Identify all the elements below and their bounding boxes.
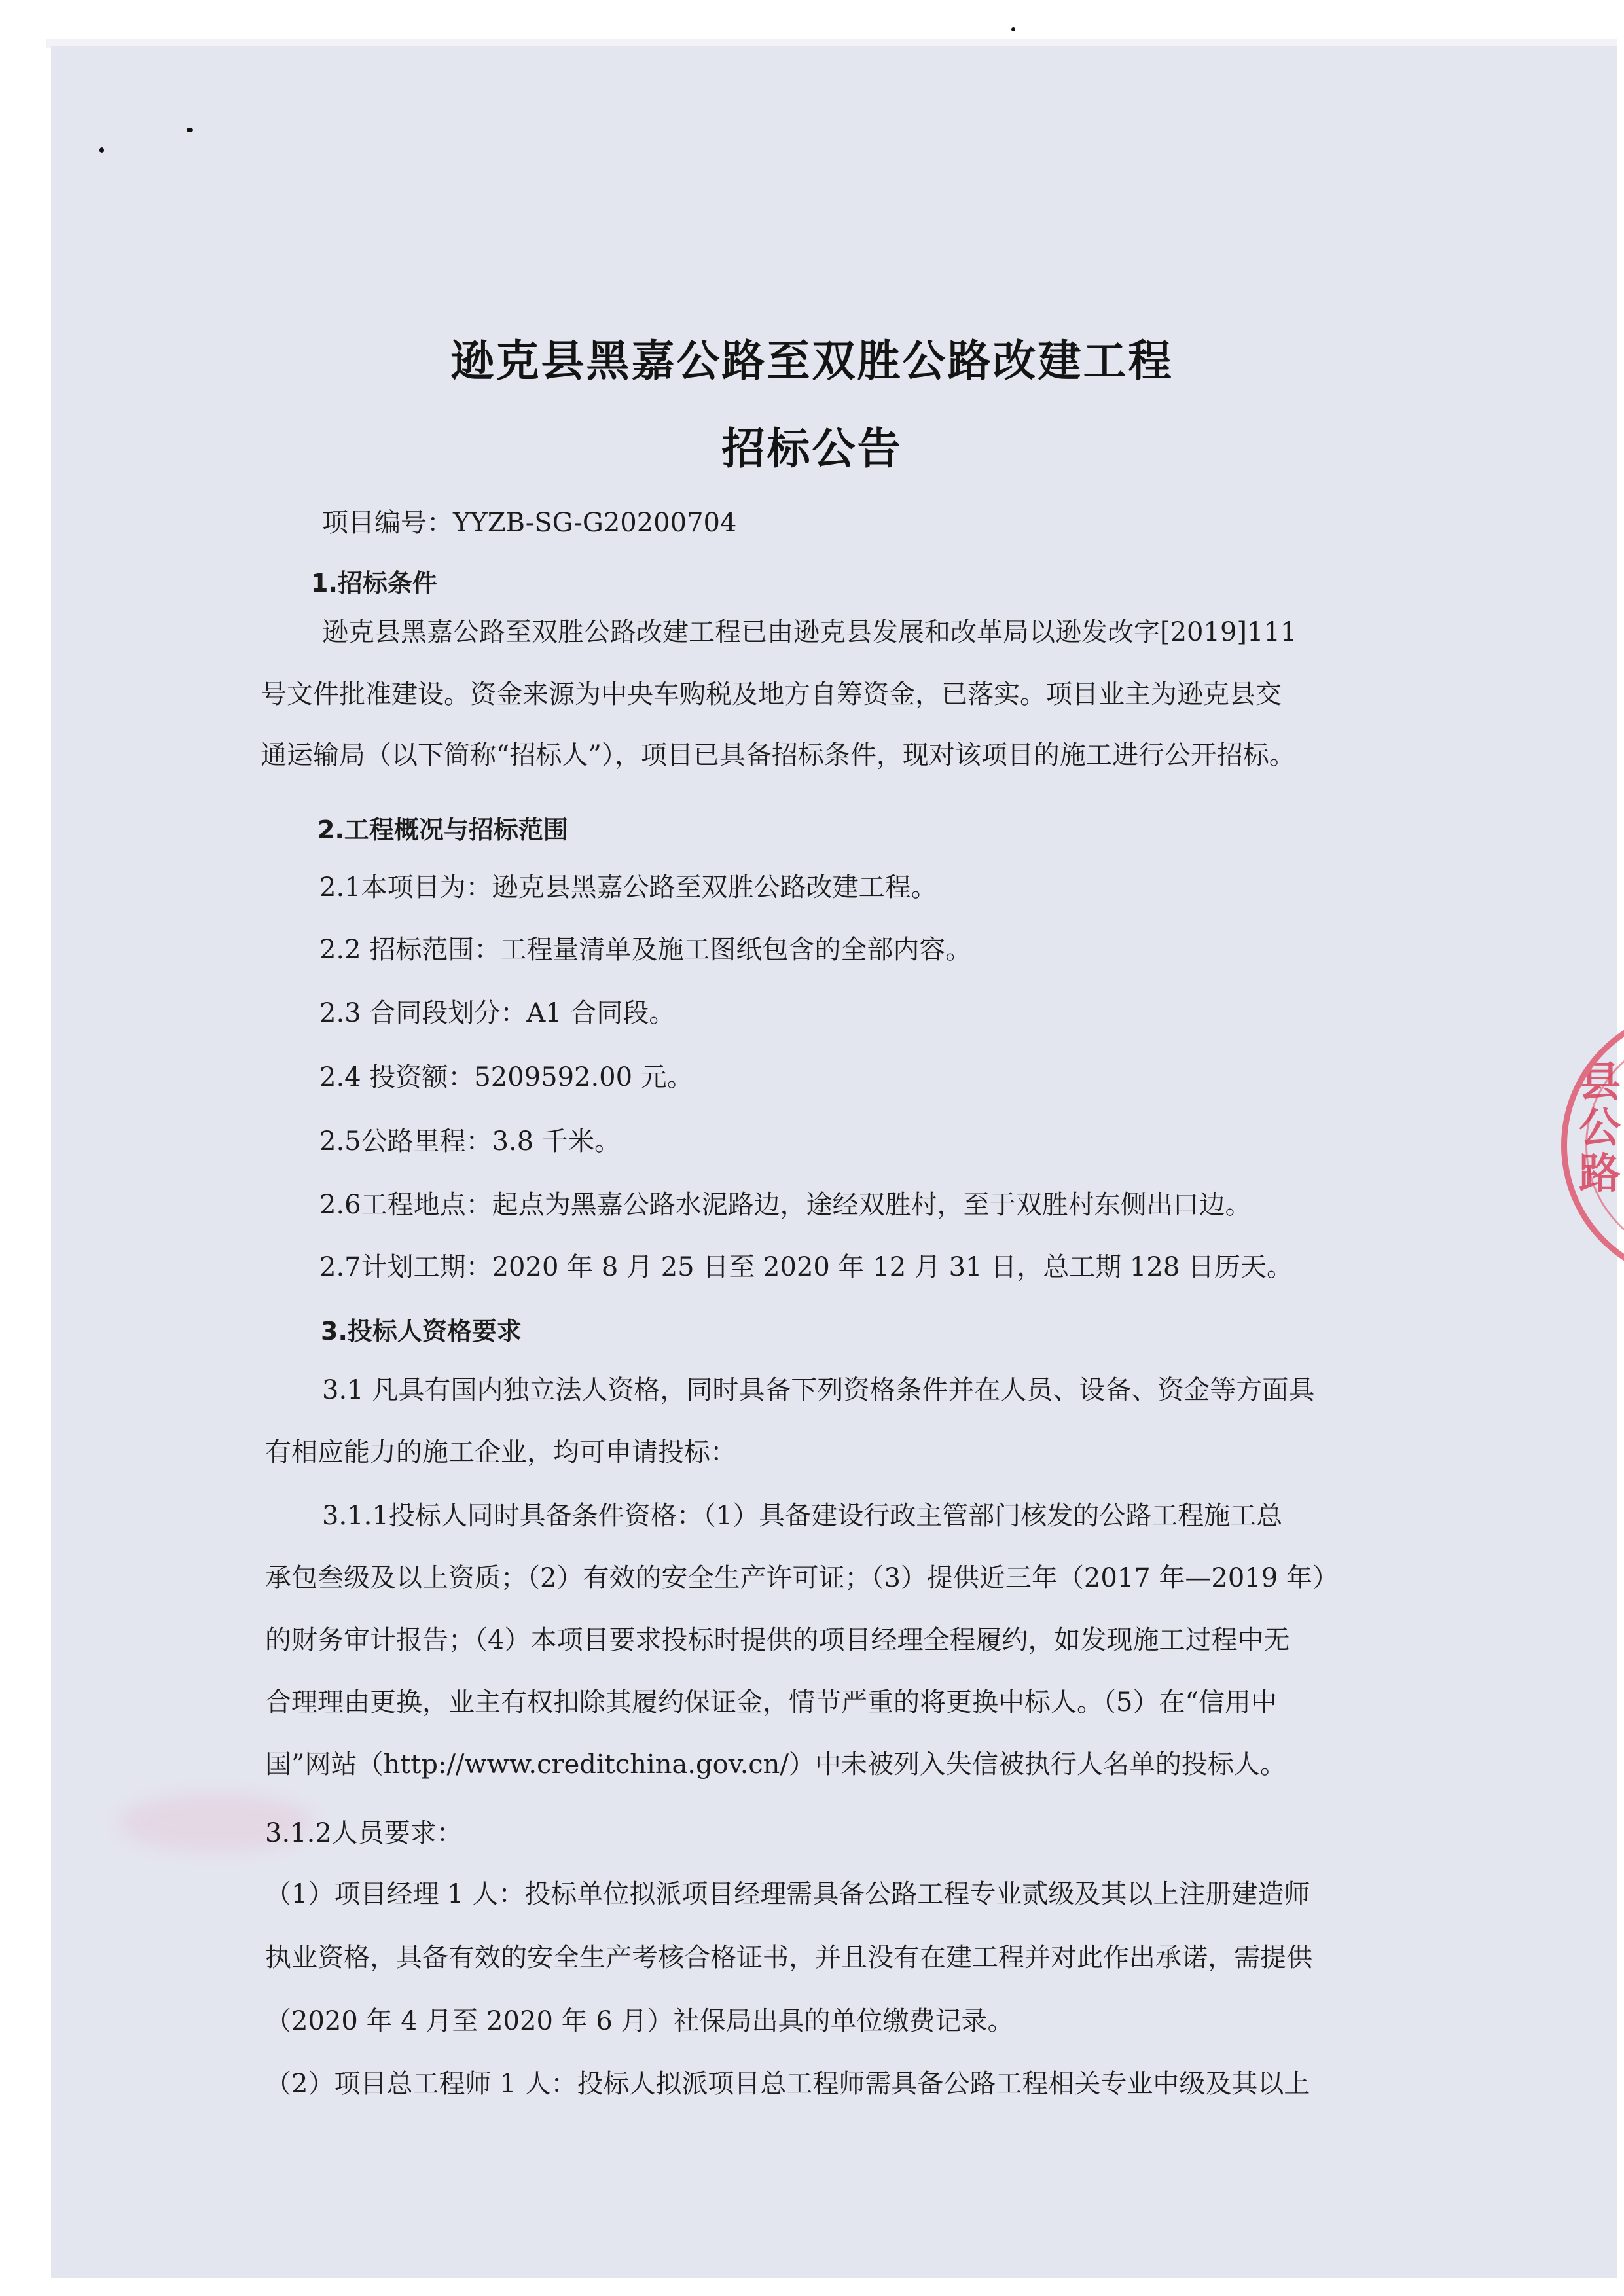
document-title: 逊克县黑嘉公路至双胜公路改建工程 (450, 336, 1174, 386)
body-line: 通运输局（以下简称“招标人”），项目已具备招标条件，现对该项目的施工进行公开招标。 (261, 740, 1295, 770)
body-line: 2.1本项目为：逊克县黑嘉公路至双胜公路改建工程。 (319, 872, 937, 903)
scan-speck (187, 128, 193, 132)
body-line: 承包叁级及以上资质；（2）有效的安全生产许可证；（3）提供近三年（2017 年—2019 年） (265, 1563, 1339, 1593)
project-number: 项目编号：YYZB-SG-G20200704 (322, 508, 737, 538)
scan-speck (1011, 27, 1015, 31)
body-line: 2.3 合同段划分：A1 合同段。 (319, 998, 676, 1028)
body-line: （1）项目经理 1 人：投标单位拟派项目经理需具备公路工程专业贰级及其以上注册建造师 (265, 1879, 1310, 1909)
body-line: （2）项目总工程师 1 人：投标人拟派项目总工程师需具备公路工程相关专业中级及其以上 (265, 2069, 1310, 2099)
body-line: （2020 年 4 月至 2020 年 6 月）社保局出具的单位缴费记录。 (265, 2006, 1014, 2036)
body-line: 2.7计划工期：2020 年 8 月 25 日至 2020 年 12 月 31 日，总工期 128 日历天。 (319, 1252, 1293, 1282)
body-line: 国”网站（http://www.creditchina.gov.cn/）中未被列入失信被执行人名单的投标人。 (265, 1749, 1286, 1780)
body-line: 有相应能力的施工企业，均可申请投标： (265, 1437, 736, 1467)
body-line: 3.1.2人员要求： (265, 1818, 463, 1848)
body-line: 号文件批准建设。资金来源为中央车购税及地方自筹资金，已落实。项目业主为逊克县交 (261, 679, 1282, 709)
seal-text: 县公路 (1579, 1058, 1621, 1198)
body-line: 执业资格，具备有效的安全生产考核合格证书，并且没有在建工程并对此作出承诺，需提供 (265, 1943, 1312, 1973)
body-line: 2.6工程地点：起点为黑嘉公路水泥路边，途经双胜村，至于双胜村东侧出口边。 (319, 1190, 1252, 1220)
body-line: 逊克县黑嘉公路至双胜公路改建工程已由逊克县发展和改革局以逊发改字[2019]111 (322, 617, 1297, 647)
document-subtitle: 招标公告 (721, 423, 903, 474)
body-line: 2.2 招标范围：工程量清单及施工图纸包含的全部内容。 (319, 935, 972, 965)
body-line: 3.1.1投标人同时具备条件资格：（1）具备建设行政主管部门核发的公路工程施工总 (322, 1501, 1283, 1531)
scan-speck (99, 147, 104, 153)
body-line: 的财务审计报告；（4）本项目要求投标时提供的项目经理全程履约，如发现施工过程中无 (265, 1625, 1290, 1655)
section-heading: 3.投标人资格要求 (321, 1317, 522, 1346)
body-line: 2.4 投资额：5209592.00 元。 (319, 1062, 693, 1092)
body-line: 2.5公路里程：3.8 千米。 (319, 1126, 621, 1157)
body-line: 合理理由更换，业主有权扣除其履约保证金，情节严重的将更换中标人。（5）在“信用中 (265, 1687, 1277, 1717)
body-line: 3.1 凡具有国内独立法人资格，同时具备下列资格条件并在人员、设备、资金等方面具 (322, 1375, 1315, 1405)
section-heading: 1.招标条件 (311, 569, 437, 598)
section-heading: 2.工程概况与招标范围 (317, 816, 568, 844)
